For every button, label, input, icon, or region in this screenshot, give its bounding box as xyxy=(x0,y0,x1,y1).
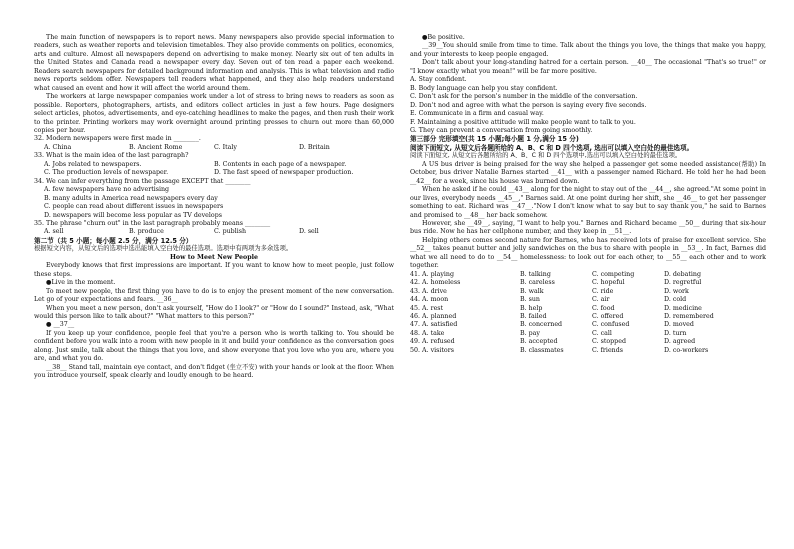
answer-option: 48. A. take xyxy=(410,329,445,337)
option-item: E. Communicate in a firm and casual way. xyxy=(410,110,544,118)
answer-option: D. agreed xyxy=(664,338,696,346)
answer-option: B. accepted xyxy=(520,338,558,346)
cloze-paragraph: When he asked if he could __43__ along for the night to stay out of the __44__, she agreed."At some point in our lives, everybody needs __45__," Barnes said. At one point during her shift, she __46__ to get her passenger something to eat. Richard was __47__."Now I don't know what to say but to say thank you," he said to Barnes and promised to __48__ her back somehow. xyxy=(410,186,766,219)
passage2-paragraph: __38__ Stand tall, maintain eye contact, and don't fidget (坐立不安) with your hands or look at the floor. When you introduce yourself, speak clearly and loudly enough to be heard. xyxy=(34,363,394,380)
question-34-stem: 34. We can infer everything from the passage EXCEPT that ________ xyxy=(34,177,251,185)
cloze-paragraph: A US bus driver is being praised for the way she helped a passenger get some needed assistance(帮助) In October, bus driver Natalie Barnes started __41__ with a passenger named Richard. He told her he had been __42__ for a week, since his house was burned down. xyxy=(410,160,766,185)
section2-title: 第二节（共 5 小题；每小题 2.5 分，满分 12.5 分） xyxy=(34,236,193,245)
option-b: B. many adults in America read newspapers every day xyxy=(44,194,218,202)
right-column xyxy=(410,34,766,355)
option-b: B. Ancient Rome xyxy=(129,143,183,151)
question-33-stem: 33. What is the main idea of the last paragraph? xyxy=(34,152,189,160)
option-b: B. Contents in each page of a newspaper. xyxy=(214,160,347,168)
cloze-paragraph: However, she __49__, saying, "I want to help you." Barnes and Richard became __50__ during that six-hour bus ride. Now he has her cellphone number, and they keep in __51__. xyxy=(410,219,766,236)
answer-option: 44. A. moon xyxy=(410,296,449,304)
answer-option: D. turn xyxy=(664,329,687,337)
option-c: C. people can read about different issues in newspapers xyxy=(44,203,224,211)
answer-option: D. moved xyxy=(664,321,694,329)
answer-option: B. help xyxy=(520,304,543,312)
answer-option: C. competing xyxy=(592,270,635,278)
left-column xyxy=(34,34,394,381)
answer-option: D. debating xyxy=(664,270,702,278)
passage2-heading: ●Be positive. xyxy=(422,34,465,41)
option-c: C. Italy xyxy=(214,143,237,151)
question-35-stem: 35. The phrase "churn out" in the last paragraph probably means ________ xyxy=(34,219,271,227)
section3-instructions-bold: 阅读下面短文, 从短文后各题所给的 A、B、C 和 D 四个选项, 选出可以填入空白处的最佳选项。 xyxy=(410,143,694,152)
option-b: B. produce xyxy=(129,228,164,236)
question-34-options xyxy=(34,186,394,220)
option-item: G. They can prevent a conversation from going smoothly. xyxy=(410,126,593,134)
section2-instructions: 根据短文内容，从短文后的选项中选出能填入空白处的最佳选项。选项中有两项为多余选项。 xyxy=(34,245,293,253)
question-32-options xyxy=(34,144,394,152)
answer-option: B. walk xyxy=(520,287,544,295)
option-c: C. The production levels of newspaper. xyxy=(44,169,169,177)
answer-option: 47. A. satisfied xyxy=(410,321,458,329)
section2-option-list xyxy=(410,76,766,135)
answer-option: D. remembered xyxy=(664,312,714,320)
option-item: F. Maintaining a positive attitude will make people want to talk to you. xyxy=(410,118,636,126)
question-33-options xyxy=(34,161,394,178)
answer-option: 41. A. playing xyxy=(410,270,455,278)
answer-option: 45. A. rest xyxy=(410,304,444,312)
passage2-heading: ● __37__ xyxy=(46,321,75,329)
passage2-paragraph: When you meet a new person, don't ask yourself, "How do I look?" or "How do I sound?" Instead, ask, "What would this person like to talk about?" "What matters to this person?" xyxy=(34,304,394,320)
option-item: B. Body language can help you stay confident. xyxy=(410,84,558,92)
option-item: D. Don't nod and agree with what the person is saying every five seconds. xyxy=(410,101,647,109)
passage2-paragraph: __39__You should smile from time to time. Talk about the things you love, the things that make you happy, and your interests to keep people engaged. xyxy=(410,42,766,58)
answer-option: 42. A. homeless xyxy=(410,279,461,287)
answer-option: B. failed xyxy=(520,312,547,320)
answer-option: C. confused xyxy=(592,321,630,329)
option-d: D. sell xyxy=(299,228,319,236)
option-c: C. publish xyxy=(214,228,247,236)
passage2-heading: ●Live in the moment. xyxy=(46,279,116,287)
answer-option: C. friends xyxy=(592,346,623,354)
passage2-paragraph: Don't talk about your long-standing hatred for a certain person. __40__ The occasional "That's so true!" or "I know exactly what you mean!" will be far more positive. xyxy=(410,59,766,75)
passage2-paragraph: Everybody knows that first impressions are important. If you want to know how to meet people, just follow these steps. xyxy=(34,262,394,278)
answer-option: C. ride xyxy=(592,287,614,295)
question-35-options xyxy=(34,228,394,236)
answer-option: 49. A. refused xyxy=(410,338,455,346)
option-a: A. sell xyxy=(44,228,64,236)
answer-option: 46. A. planned xyxy=(410,312,457,320)
option-d: D. newspapers will become less popular as TV develops xyxy=(44,211,222,219)
answer-option: B. talking xyxy=(520,270,551,278)
section3-instructions: 阅读下面短文, 从短文后各题所给的 A、B、C 和 D 四个选项中,选出可以填入空白处的最佳选项。 xyxy=(410,152,682,160)
option-item: C. Don't ask for the person's number in the middle of the conversation. xyxy=(410,93,638,101)
answer-option: D. work xyxy=(664,287,689,295)
answer-option: D. cold xyxy=(664,296,687,304)
option-d: D. Britain xyxy=(299,143,330,151)
section3-title: 第三部分 完形填空(共 15 小题;每小题 1 分,满分 15 分) xyxy=(410,135,579,144)
answer-option: D. co-workers xyxy=(664,346,709,354)
answer-option: C. air xyxy=(592,296,610,304)
option-a: A. few newspapers have no advertising xyxy=(44,186,170,194)
option-item: A. Stay confident. xyxy=(410,76,467,84)
passage1-paragraph: The main function of newspapers is to report news. Many newspapers also provide special information to readers, such as weather reports and television timetables. They also provide comments on politics, economics, arts and culture. Almost all newspapers depend on advertising to make money. Nearly six out of ten adults in the United States and Canada read a newspaper every day. Seven out of ten read a paper each weekend. Readers search newspapers for detailed background information and analysis. This is what television and radio news reports seldom offer. Newspapers tell readers what happened, and they also help readers understand what caused an event and how it will affect the world around them. xyxy=(34,34,394,92)
passage2-title: How to Meet New People xyxy=(169,253,259,261)
answer-option: 50. A. visitors xyxy=(410,346,454,354)
answer-option: B. sun xyxy=(520,296,540,304)
question-32-stem: 32. Modern newspapers were first made in ________. xyxy=(34,135,201,143)
answer-option: D. medicine xyxy=(664,304,702,312)
answer-option: 43. A. drive xyxy=(410,287,447,295)
answer-option: B. careless xyxy=(520,279,555,287)
option-a: A. Jobs related to newspapers. xyxy=(44,160,142,168)
passage1-paragraph: The workers at large newspaper companies work under a lot of stress to bring news to readers as soon as possible. Reporters, photographers, artists, and editors collect articles in just a few hours. Page designers select articles, photos, advertisements, and eye-catching headlines to make the pages, and then rush their work to the printer. Printing workers may work overnight around printing presses to churn out more than 60,000 copies per hour. xyxy=(34,93,394,134)
passage2-paragraph: To meet new people, the first thing you have to do is to enjoy the present moment of the new conversation. Let go of your expectations and fears. __36__ xyxy=(34,287,394,304)
answer-option: C. hopeful xyxy=(592,279,625,287)
answer-option: C. call xyxy=(592,329,612,337)
cloze-paragraph: Helping others comes second nature for Barnes, who has received lots of praise for excellent service. She __52__ takes peanut butter and jelly sandwiches on the bus to share with people in __53__. In fact, Barnes did what we all need to do to __54__ homelessness: to look out for each other, to __55__ each other and to work together. xyxy=(410,236,766,270)
answer-option: C. food xyxy=(592,304,615,312)
answer-option: B. pay xyxy=(520,329,540,337)
answer-option: B. classmates xyxy=(520,346,564,354)
answer-option: C. stopped xyxy=(592,338,626,346)
option-a: A. China xyxy=(44,143,72,151)
option-d: D. The fast speed of newspaper production. xyxy=(214,169,354,177)
answer-option: D. regretful xyxy=(664,279,702,287)
cloze-answer-table xyxy=(410,271,766,356)
passage2-paragraph: If you keep up your confidence, people feel that you're a person who is worth talking to. You should be confident before you walk into a room with new people in it and build your confidence as the conversation goes along. Just smile, talk about the things that you love, and show everyone that you love who you are, where you are, and what you do. xyxy=(34,329,394,363)
answer-option: B. concerned xyxy=(520,321,563,329)
answer-option: C. offered xyxy=(592,312,624,320)
